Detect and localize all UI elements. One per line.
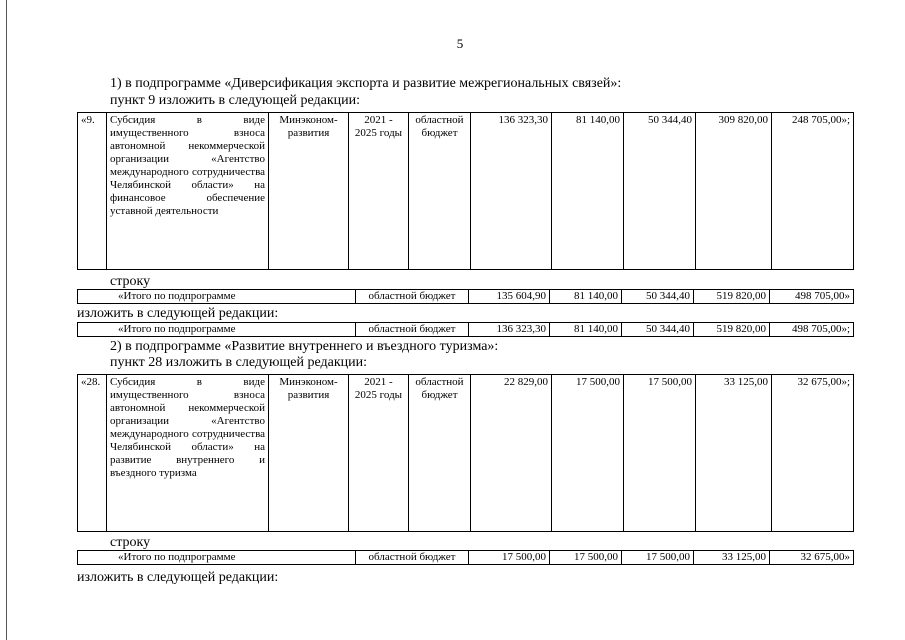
total-value: 81 140,00: [550, 290, 622, 304]
item-name: Субсидия в виде имущественного взноса автономной некоммерческой организации «Агентство международного сотрудничества Челябинской области» на развитие внутреннего и въездного туризма: [107, 375, 269, 532]
total-label: «Итого по подпрограмме: [78, 290, 356, 304]
item-number: «28.: [78, 375, 107, 532]
item-value-year1: 17 500,00: [552, 375, 624, 532]
section1-stroku-label: строку: [110, 274, 151, 289]
item-value-year3: 309 820,00: [696, 113, 772, 270]
total-source: областной бюджет: [356, 323, 469, 337]
total-value: 498 705,00»;: [770, 323, 854, 337]
item-source: областной бюджет: [409, 375, 471, 532]
section2-subheading: пункт 28 изложить в следующей редакции:: [110, 355, 367, 370]
total-value: 519 820,00: [694, 290, 770, 304]
section1-subheading: пункт 9 изложить в следующей редакции:: [110, 93, 360, 108]
item-executor: Минэконом-развития: [269, 375, 349, 532]
item-value-year3: 33 125,00: [696, 375, 772, 532]
total-source: областной бюджет: [356, 290, 469, 304]
page-number: 5: [456, 36, 464, 51]
section2-heading: 2) в подпрограмме «Развитие внутреннего и въездного туризма»:: [110, 339, 499, 354]
section1-replace-label: изложить в следующей редакции:: [77, 306, 279, 321]
item-executor: Минэконом-развития: [269, 113, 349, 270]
item-value-total: 22 829,00: [471, 375, 552, 532]
total-value: 50 344,40: [622, 323, 694, 337]
total-value: 17 500,00: [622, 551, 694, 565]
table-row: [78, 323, 854, 337]
total-value: 17 500,00: [469, 551, 550, 565]
item-period: 2021 - 2025 годы: [349, 375, 409, 532]
table-row: [78, 290, 854, 304]
section2-stroku-label: строку: [110, 535, 151, 550]
total-value: 135 604,90: [469, 290, 550, 304]
section2-old-total-table: [77, 550, 854, 565]
item-number: «9.: [78, 113, 107, 270]
item-value-year1: 81 140,00: [552, 113, 624, 270]
item-name: Субсидия в виде имущественного взноса автономной некоммерческой организации «Агентство международного сотрудничества Челябинской области» на финансовое обеспечение уставной деятельности: [107, 113, 269, 270]
section1-old-total-table: [77, 289, 854, 304]
total-value: 136 323,30: [469, 323, 550, 337]
total-value: 81 140,00: [550, 323, 622, 337]
total-value: 519 820,00: [694, 323, 770, 337]
section1-heading: 1) в подпрограмме «Диверсификация экспорта и развитие межрегиональных связей»:: [110, 76, 622, 91]
page-edge-line: [6, 0, 7, 640]
total-value: 32 675,00»: [770, 551, 854, 565]
item-value-year2: 50 344,40: [624, 113, 696, 270]
table-row: [78, 113, 854, 270]
item-value-year4: 248 705,00»;: [772, 113, 854, 270]
section2-replace-label: изложить в следующей редакции:: [77, 570, 279, 585]
total-value: 498 705,00»: [770, 290, 854, 304]
total-label: «Итого по подпрограмме: [78, 323, 356, 337]
item-value-year2: 17 500,00: [624, 375, 696, 532]
total-value: 17 500,00: [550, 551, 622, 565]
item-value-year4: 32 675,00»;: [772, 375, 854, 532]
section1-new-total-table: [77, 322, 854, 337]
item-period: 2021 - 2025 годы: [349, 113, 409, 270]
total-label: «Итого по подпрограмме: [78, 551, 356, 565]
table-row: [78, 375, 854, 532]
section2-item-table: [77, 374, 854, 532]
section1-item-table: [77, 112, 854, 270]
total-value: 33 125,00: [694, 551, 770, 565]
table-row: [78, 551, 854, 565]
item-source: областной бюджет: [409, 113, 471, 270]
total-value: 50 344,40: [622, 290, 694, 304]
item-value-total: 136 323,30: [471, 113, 552, 270]
total-source: областной бюджет: [356, 551, 469, 565]
